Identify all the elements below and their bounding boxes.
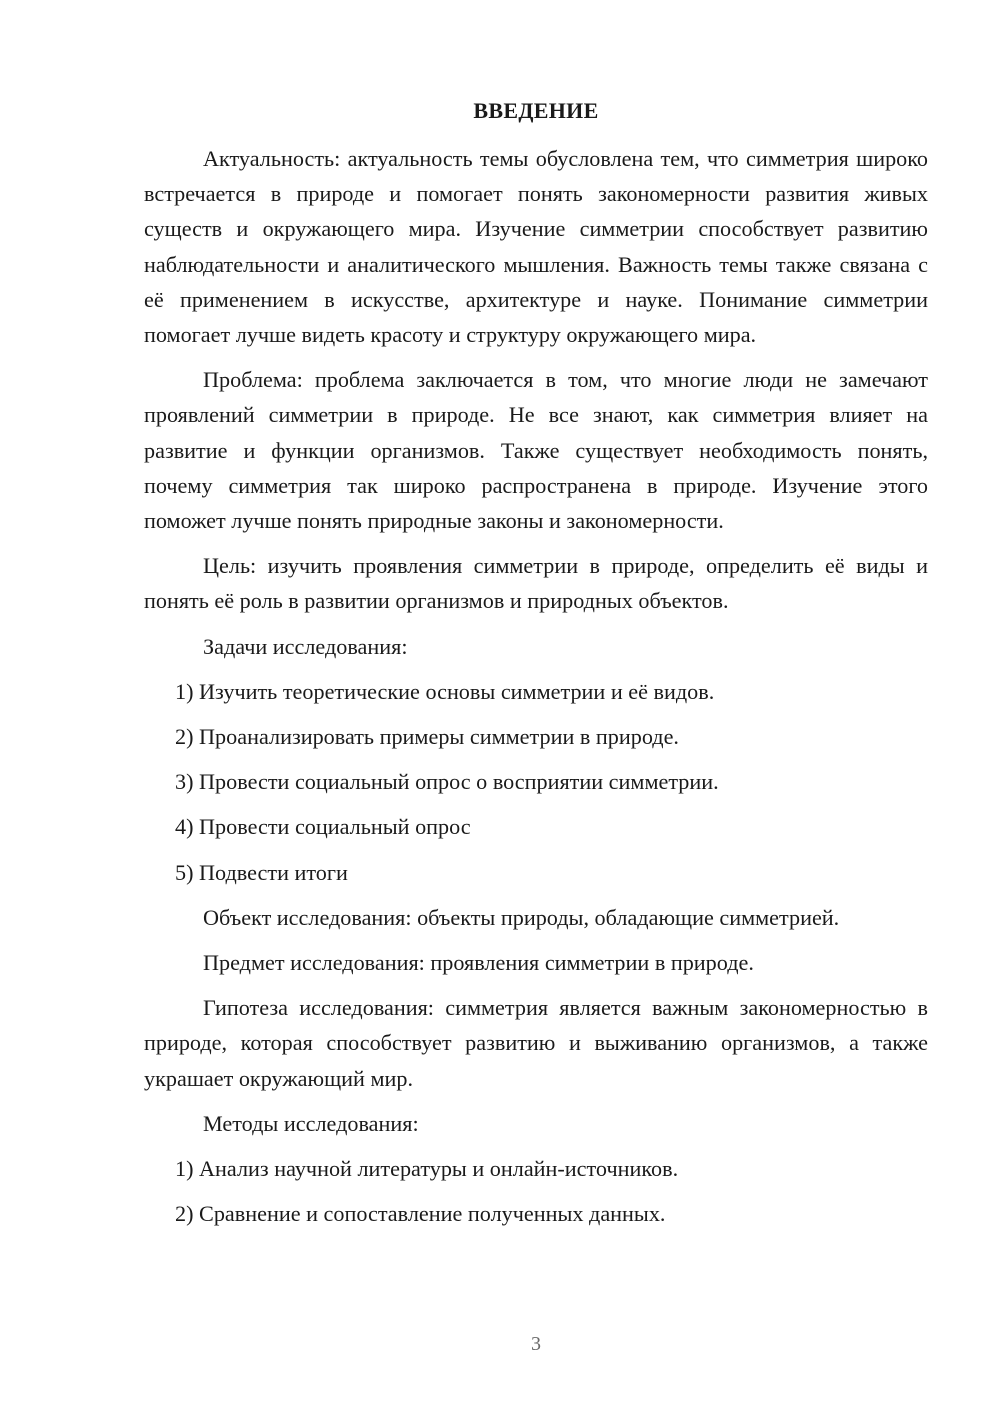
subject-paragraph: Предмет исследования: проявления симметрии в природе. — [203, 950, 754, 976]
hypothesis-paragraph: Гипотеза исследования: симметрия является важным закономерностью в природе, которая способствует развитию и выживанию организмов, а также украшает окружающий мир. — [144, 995, 928, 1091]
object-paragraph: Объект исследования: объекты природы, обладающие симметрией. — [203, 904, 840, 930]
list-item: 3) Провести социальный опрос о восприятии симметрии. — [175, 769, 719, 795]
list-item: 2) Сравнение и сопоставление полученных данных. — [175, 1201, 666, 1227]
tasks-heading: Задачи исследования: — [203, 633, 408, 659]
section-title: ВВЕДЕНИЕ — [473, 98, 599, 123]
relevance-paragraph: Актуальность: актуальность темы обусловлена тем, что симметрия широко встречается в природе и помогает понять закономерности развития живых существ и окружающего мира. Изучение симметрии способствует развитию наблюдательности и аналитического мышления. Важность темы также связана с её применением в искусстве, архитектуре и науке. Понимание симметрии помогает лучше видеть красоту и структуру окружающего мира. — [144, 146, 928, 348]
tasks-list — [144, 674, 928, 890]
methods-list — [144, 1151, 928, 1231]
list-item: 4) Провести социальный опрос — [175, 814, 471, 840]
document-body — [144, 141, 928, 1241]
problem-paragraph: Проблема: проблема заключается в том, что многие люди не замечают проявлений симметрии в природе. Не все знают, как симметрия влияет на развитие и функции организмов. Также существует необходимость понять, почему симметрия так широко распространена в природе. Изучение этого поможет лучше понять природные законы и закономерности. — [144, 367, 928, 534]
goal-paragraph: Цель: изучить проявления симметрии в природе, определить её виды и понять её роль в развитии организмов и природных объектов. — [144, 553, 928, 614]
list-item: 5) Подвести итоги — [175, 859, 348, 885]
page-number: 3 — [531, 1333, 541, 1355]
list-item: 1) Изучить теоретические основы симметрии и её видов. — [175, 678, 715, 704]
methods-heading: Методы исследования: — [203, 1110, 419, 1136]
list-item: 2) Проанализировать примеры симметрии в природе. — [175, 724, 679, 750]
list-item: 1) Анализ научной литературы и онлайн-источников. — [175, 1156, 679, 1182]
